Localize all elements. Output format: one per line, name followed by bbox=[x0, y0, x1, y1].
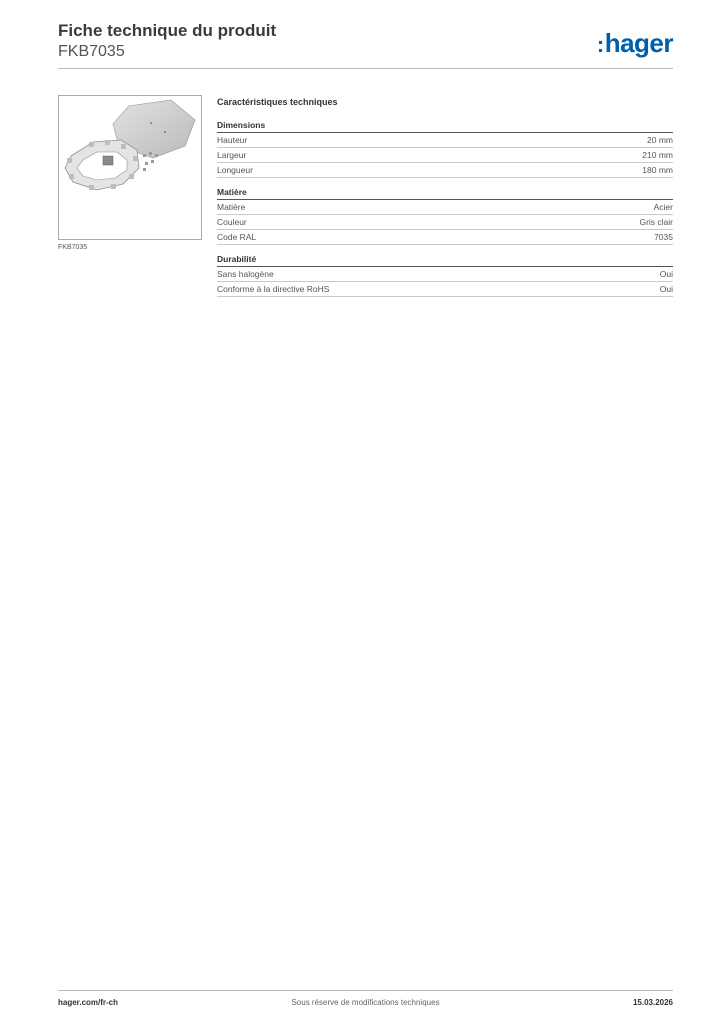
footer-disclaimer: Sous réserve de modifications techniques bbox=[291, 998, 440, 1007]
spec-row bbox=[217, 148, 673, 163]
image-caption: FKB7035 bbox=[58, 244, 88, 251]
spec-row bbox=[217, 200, 673, 215]
document-header bbox=[58, 20, 673, 62]
spec-value: 180 mm bbox=[642, 165, 673, 175]
product-image bbox=[59, 96, 201, 239]
spec-row bbox=[217, 215, 673, 230]
spec-label: Sans halogène bbox=[217, 269, 274, 279]
spec-value: 20 mm bbox=[647, 135, 673, 145]
spec-value: 210 mm bbox=[642, 150, 673, 160]
footer-website: hager.com/fr-ch bbox=[58, 998, 119, 1007]
spec-value: 7035 bbox=[654, 232, 673, 242]
document-title: Fiche technique du produit bbox=[58, 21, 277, 40]
logo-text: hager bbox=[604, 28, 673, 58]
footer-divider bbox=[58, 990, 673, 991]
spec-label: Matière bbox=[217, 202, 246, 212]
group-title: Durabilité bbox=[217, 253, 673, 267]
spec-value: Gris clair bbox=[639, 217, 673, 227]
spec-label: Code RAL bbox=[217, 232, 257, 242]
spec-row bbox=[217, 163, 673, 178]
spec-label: Longueur bbox=[217, 165, 253, 175]
product-image-frame bbox=[58, 95, 202, 240]
group-title: Matière bbox=[217, 186, 673, 200]
spec-label: Conforme à la directive RoHS bbox=[217, 284, 330, 294]
spec-label: Hauteur bbox=[217, 135, 248, 145]
footer-date: 15.03.2026 bbox=[632, 998, 673, 1007]
spec-row bbox=[217, 267, 673, 282]
spec-group-material bbox=[217, 186, 673, 245]
spec-group-durability bbox=[217, 253, 673, 297]
spec-value: Oui bbox=[659, 269, 673, 279]
header-divider bbox=[58, 68, 673, 69]
hager-logo bbox=[597, 28, 673, 60]
spec-row bbox=[217, 133, 673, 148]
logo-mark-icon: : bbox=[596, 32, 604, 57]
group-title: Dimensions bbox=[217, 119, 673, 133]
spec-value: Acier bbox=[653, 202, 673, 212]
spec-row bbox=[217, 230, 673, 245]
document-footer bbox=[58, 998, 673, 1010]
spec-label: Largeur bbox=[217, 150, 247, 160]
spec-label: Couleur bbox=[217, 217, 247, 227]
spec-group-dimensions bbox=[217, 119, 673, 178]
technical-specs bbox=[217, 95, 673, 305]
spec-value: Oui bbox=[659, 284, 673, 294]
spec-row bbox=[217, 282, 673, 297]
specs-title: Caractéristiques techniques bbox=[217, 97, 338, 107]
product-code: FKB7035 bbox=[58, 43, 125, 60]
